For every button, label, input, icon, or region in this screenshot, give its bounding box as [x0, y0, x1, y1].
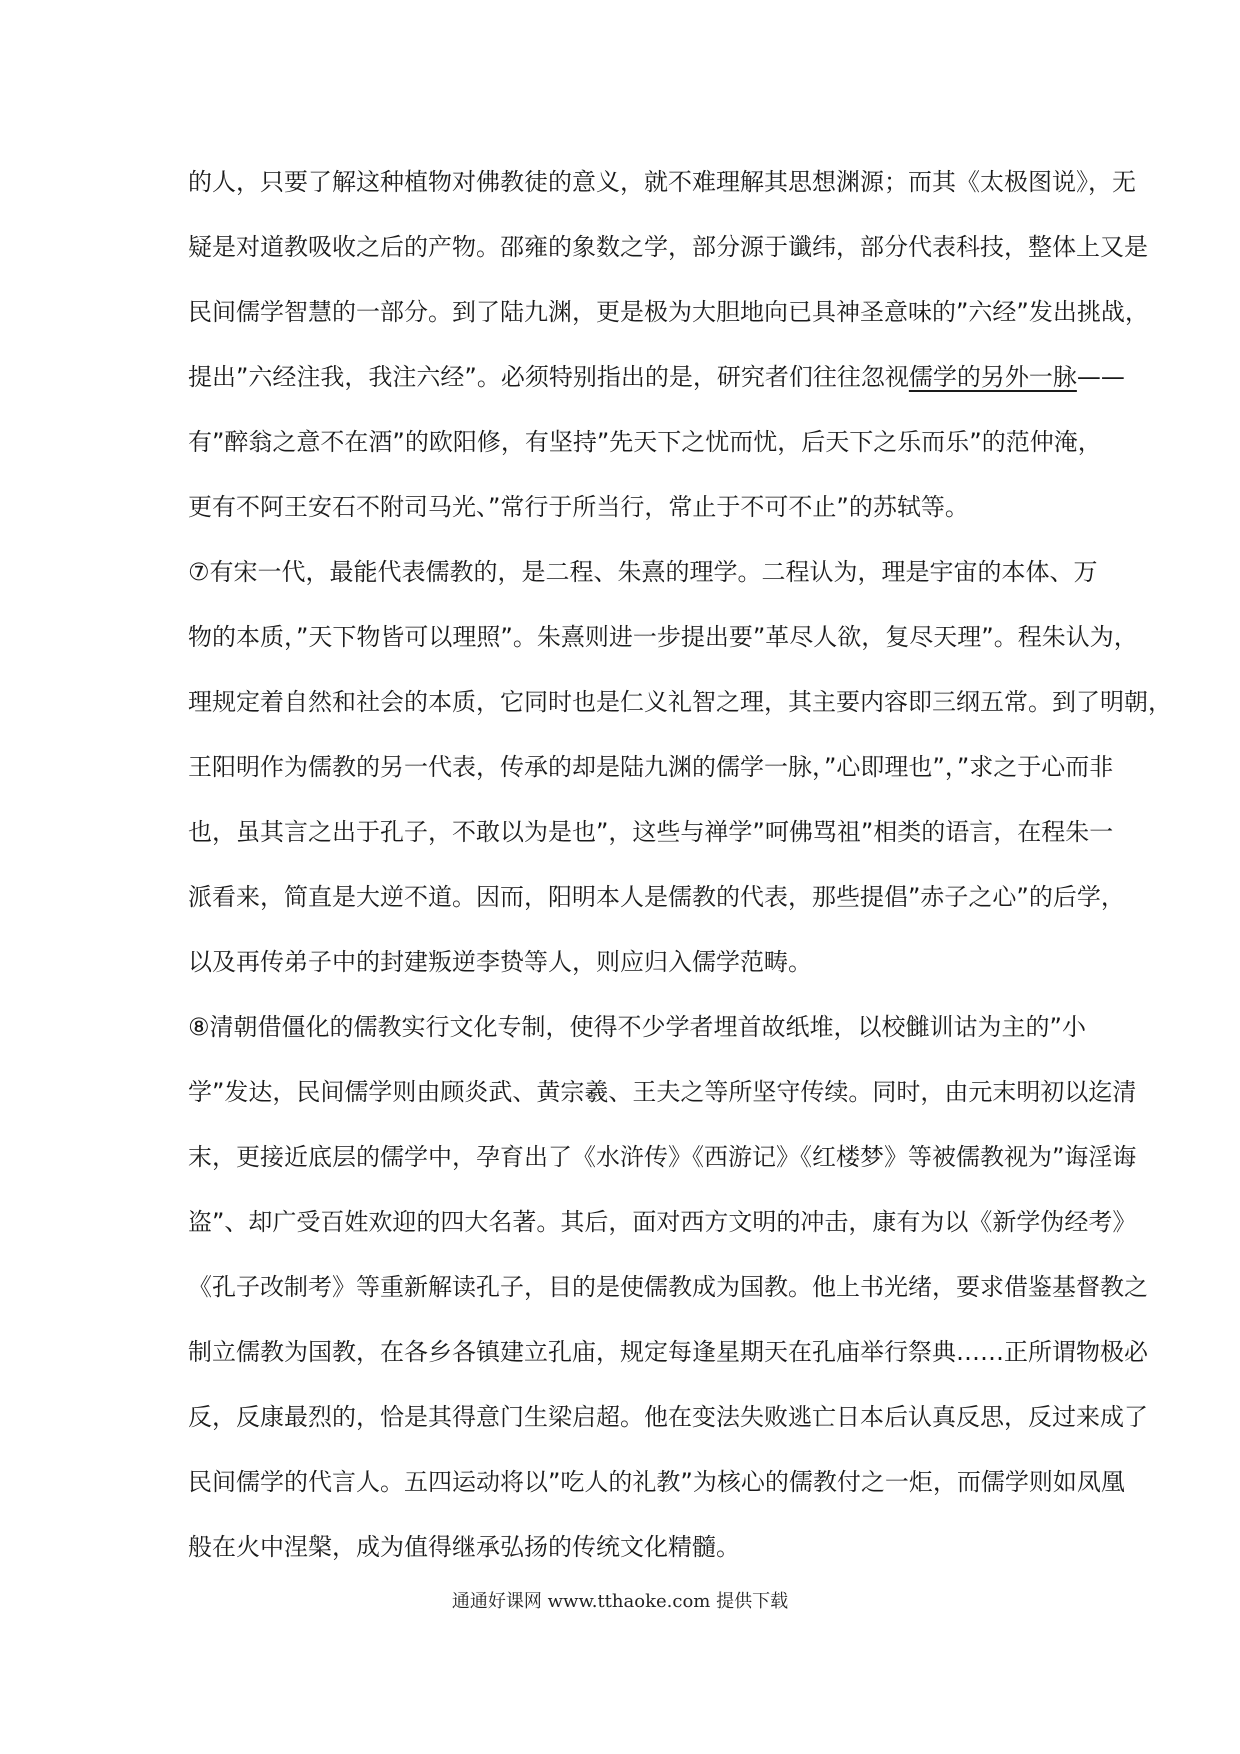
page-footer: 通通好课网 www.tthaoke.com 提供下载 [451, 1591, 789, 1612]
underlined-phrase: 儒学的另外一脉 [908, 363, 1077, 391]
text-line: 民间儒学的代言人。五四运动将以”吃人的礼教”为核心的儒教付之一炬，而儒学则如凤凰 [188, 1468, 1125, 1496]
text-line: 有”醉翁之意不在酒”的欧阳修，有坚持”先天下之忧而忧，后天下之乐而乐”的范仲淹， [188, 428, 1102, 456]
text-line-with-underline [188, 345, 1125, 410]
paragraph-7-start: ⑦有宋一代，最能代表儒教的，是二程、朱熹的理学。二程认为，理是宇宙的本体、万 [188, 558, 1098, 586]
paragraph-8-start: ⑧清朝借僵化的儒教实行文化专制，使得不少学者埋首故纸堆，以校雠训诂为主的”小 [188, 1013, 1086, 1041]
text-line: 盗”、却广受百姓欢迎的四大名著。其后，面对西方文明的冲击，康有为以《新学伪经考》 [188, 1208, 1137, 1236]
text-line: 的人，只要了解这种植物对佛教徒的意义，就不难理解其思想渊源；而其《太极图说》，无 [188, 168, 1136, 196]
text-line: 以及再传弟子中的封建叛逆李贽等人，则应归入儒学范畴。 [188, 948, 812, 976]
text-line: 民间儒学智慧的一部分。到了陆九渊，更是极为大胆地向已具神圣意味的”六经”发出挑战， [188, 298, 1149, 326]
text-line: 王阳明作为儒教的另一代表，传承的却是陆九渊的儒学一脉，”心即理也”，”求之于心而非 [188, 753, 1114, 781]
text-line: 派看来，简直是大逆不道。因而，阳明本人是儒教的代表，那些提倡”赤子之心”的后学， [188, 883, 1125, 911]
text-line: 更有不阿王安石不附司马光、”常行于所当行，常止于不可不止”的苏轼等。 [188, 493, 969, 521]
text-line: 也，虽其言之出于孔子，不敢以为是也”，这些与禅学”呵佛骂祖”相类的语言，在程朱一 [188, 818, 1114, 846]
text-line: 学”发达，民间儒学则由顾炎武、黄宗羲、王夫之等所坚守传续。同时，由元末明初以迄清 [188, 1078, 1137, 1106]
document-body [188, 150, 1172, 1580]
text-line: 般在火中涅槃，成为值得继承弘扬的传统文化精髓。 [188, 1533, 740, 1561]
text-line: 制立儒教为国教，在各乡各镇建立孔庙，规定每逢星期天在孔庙举行祭典……正所谓物极必 [188, 1338, 1148, 1366]
text-line: 物的本质，”天下物皆可以理照”。朱熹则进一步提出要”革尽人欲，复尽天理”。程朱认为， [188, 623, 1138, 651]
dash: —— [1076, 363, 1125, 391]
text-line: 《孔子改制考》等重新解读孔子，目的是使儒教成为国教。他上书光绪，要求借鉴基督教之 [188, 1273, 1148, 1301]
text-line: 理规定着自然和社会的本质，它同时也是仁义礼智之理，其主要内容即三纲五常。到了明朝， [188, 688, 1172, 716]
text-span: 提出”六经注我，我注六经”。必须特别指出的是，研究者们往往忽视 [188, 363, 909, 391]
text-line: 末，更接近底层的儒学中，孕育出了《水浒传》《西游记》《红楼梦》等被儒教视为”诲淫诲 [188, 1143, 1137, 1171]
text-line: 疑是对道教吸收之后的产物。邵雍的象数之学，部分源于谶纬，部分代表科技，整体上又是 [188, 233, 1148, 261]
text-line: 反，反康最烈的，恰是其得意门生梁启超。他在变法失败逃亡日本后认真反思，反过来成了 [188, 1403, 1148, 1431]
